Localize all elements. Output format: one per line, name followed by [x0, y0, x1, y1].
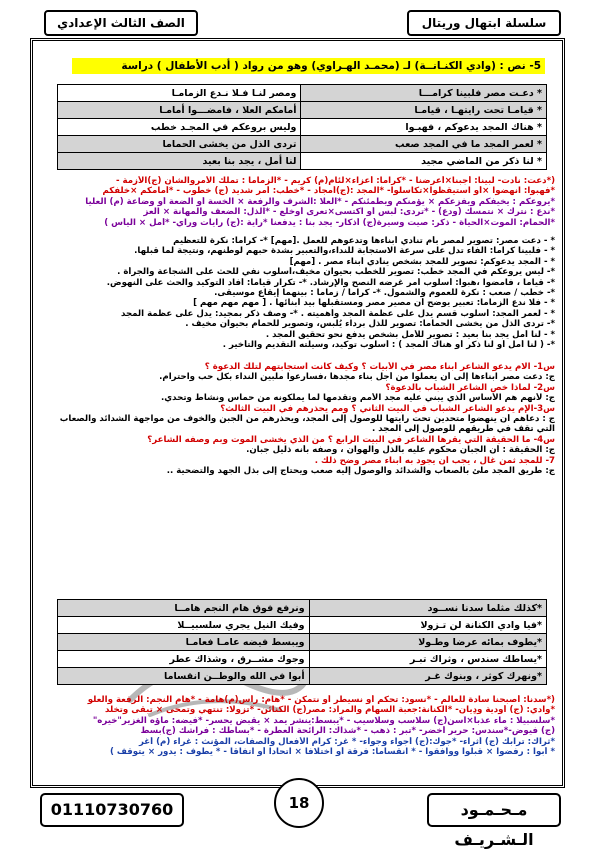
- poem-row: [58, 634, 547, 651]
- verse-first-half: * دعـت مصر فلبينا كرامـــا: [301, 85, 547, 102]
- vocab-line: * أبوا : رفضوا × قبلوا ووافقوا - * انقساما: فرقة أو اختلافا × اتحادا أو اتفاقا - * يطوف : يدور × يتوقف ): [109, 747, 555, 758]
- note-line: * - المجد يدعوكم: تصوير للمجد بشخص ينادي أبناء مصر . [مهم]: [289, 256, 555, 267]
- vocab-line: *يروعكم : يخيفكم ويفزعكم × يؤمنكم ويطمئنكم - *العلا :الشرف والرفعة × الخسة أو الضعة أو وضاعة (م) العليا: [85, 196, 555, 207]
- vocabulary-section-1: [40, 176, 555, 228]
- vocabulary-section-2: [40, 695, 555, 757]
- poem-row: [58, 600, 547, 617]
- question-2: س2- لماذا خص الشاعر الشباب بالدعوة؟: [385, 382, 555, 393]
- vocab-line: (ج) فيوض-*سندس: حرير أخضر- *تبر : ذهب - *شذاك: الرائحة العطرة - *بساطك : فراشك (ج)بسط: [140, 726, 555, 737]
- note-line: *- خطب / صعب : نكرة للعموم والشمول. *- كراما / زماما : بينهما إيقاع موسيقى.: [214, 288, 555, 299]
- verse-first-half: *ونهرك كوثر ، وبنوك غـر: [309, 668, 546, 685]
- rhetoric-notes: [40, 236, 555, 350]
- question-7: 7- للمجد ثمن غال ، يجب أن يجود به أبناء مصر وضح ذلك .: [314, 455, 555, 466]
- answer-4: ج: الحقيقة : أن الجبان محكوم عليه بالذل والهوان ، وصفه بأنه ذليل جبان.: [246, 445, 555, 456]
- grade-title-box: الصف الثالث الإعدادي: [44, 10, 198, 36]
- poem-row: [58, 668, 547, 685]
- verse-second-half: لنا أمل ، يجد بنا بعيد: [58, 153, 301, 170]
- verse-second-half: تردى الذل من يخشى الحماما: [58, 136, 301, 153]
- verse-first-half: *كذلك مثلما سدنا نســود: [309, 600, 546, 617]
- vocab-line: (*دعت: نادت- لبينا: أجبنا×أعرضنا - *كراما: أعزاء×لئام(م) كريم - *الزماما : تملك الأمروالشأن (ج)الأزمة -: [115, 176, 555, 186]
- poem-row: [58, 153, 547, 170]
- author-name-box: مـحـمـود الـشـريـف: [427, 793, 561, 827]
- vocab-line: *وادي: (ج) أودية ودِيان- *الكنانة:جعبة السهام والمراد: مصر(ج) الكنائن- *تزولا: تنتهي وتمحى × تبقى وتخلد: [105, 705, 555, 716]
- vocab-line: *فهبوا: انهضوا ×أو استيقظوا×تكاسلوا- *المجد :(ج)أمجاد - *خطب: أمر شديد (ج) خطوب - *أمامكم ×خلفكم: [102, 186, 555, 197]
- verse-second-half: أبوا في الله والوطــن انقساما: [58, 668, 310, 685]
- phone-number-box: 01110730760: [40, 793, 184, 827]
- verse-first-half: * قيامـا تحت رايتهـا ، قيامـا: [301, 102, 547, 119]
- answer-7: ج: طريق المجد ملئ بالصعاب والشدائد والوصول إليه صعب ويحتاج إلى بذل الجهد والتضحية ..: [166, 466, 555, 477]
- questions-section: [40, 362, 555, 476]
- answer-3: ج : دعاهم أن ينهضوا متحدين تحت رايتها للوصول إلى المجد، ويحذرهم من الجبن والخوف من مواجهة الشدائد والصعاب التي تقف في طريقهم للوصول إلى المجد .: [59, 414, 555, 435]
- question-1: س1- الام يدعو الشاعر أبناء مصر في الأبيات ؟ وكيف كانت استجابتهم لتلك الدعوة ؟: [204, 362, 555, 372]
- verse-second-half: أمامكم العلا ، فامضـــوا أمامـا: [58, 102, 301, 119]
- vocab-line: *ندع : نترك × نتمسك (ودع) - *تردى: لبس أو اكتسى×تعرى أوخلع - *الذل: الضعف والمهانة × العز: [143, 207, 555, 218]
- poem-table-1: [57, 84, 547, 170]
- lesson-title: 5- نص : (وادي الكنـانــة) لـ (محمـد الهـراوي) وهو من رواد ( أدب الأطفال ) دراسة: [72, 58, 545, 74]
- verse-second-half: ونرفع فوق هام النجم هامــا: [58, 600, 310, 617]
- answer-2: ج: لأنهم هم الأساس الذي يبني عليه مجد الأمم وتقدمها لما يملكونه من حماس ونشاط وتحدي.: [161, 393, 555, 404]
- vocab-line: *ثراك: ترابك (ج) أثراء- *جوك:(ج) أجواء وجواء- * غر: كرام الأفعال والصفات، المؤنث : غراء (م) أغر: [138, 736, 555, 747]
- poem-row: [58, 617, 547, 634]
- verse-first-half: *فيا وادي الكنانة لن تـزولا: [309, 617, 546, 634]
- question-3: س3-الإم يدعو الشاعر الشباب في البيت الثاني ؟ ومم يحذرهم في البيت الثالث؟: [220, 403, 555, 414]
- verse-first-half: *يطوف بمائه عرضا وطـولا: [309, 634, 546, 651]
- verse-first-half: * لعمر المجد ما في المجد صعب: [301, 136, 547, 153]
- verse-second-half: ومصر لنـا فـلا نـدع الزمامـا: [58, 85, 301, 102]
- verse-second-half: ويبسط فيضه عامـا فعامـا: [58, 634, 310, 651]
- poem-row: [58, 119, 547, 136]
- verse-first-half: * هناك المجد يدعوكم ، فهبـوا: [301, 119, 547, 136]
- vocab-line: *الحمام: الموت×الحياة - ذكر: صيت وسيرة(ج) أذكار- يجد بنا : يدفعنا *راية :(ج) رايات وراي- *أمل × اليأس ): [104, 217, 555, 228]
- note-line: * - لعمر المجد: أسلوب قسم يدل على عظمة المجد وأهميته . *- وصف ذكر بمجيد: يدل على عظمة المجد: [121, 308, 555, 319]
- verse-first-half: *يساطك سندس ، وثراك تبـر: [309, 651, 546, 668]
- note-line: *- تردى الذل من يخشى الحماما: تصوير للذل برداء يُلبس، وتصوير للحمام بحيوان مخيف .: [185, 319, 555, 330]
- verse-second-half: وليس بروعكم في المجـد خطب: [58, 119, 301, 136]
- poem-row: [58, 102, 547, 119]
- poem-row: [58, 85, 547, 102]
- note-line: *- ( لنا أمل أو لنا ذكر أو هناك المجد ) : أسلوب توكيد، وسيلته التقديم والتأخير .: [222, 340, 555, 351]
- question-4: س4- ما الحقيقة التي يقرها الشاعر في البيت الرابع ؟ من الذي يخشى الموت وبم وصفه الشاعر؟: [147, 434, 555, 445]
- note-line: * - لنا أمل يجد بنا بعيد : تصوير للأمل بشخص يدفع نحو تحقيق المجد .: [265, 329, 555, 340]
- answer-1: ج: دعت مصر ابناءها إلى أن يعملوا من أجل بناء مجدها ،فسارعوا ملبين النداء بكل حب واحترام.: [159, 372, 555, 383]
- verse-second-half: وفيك النيل يجري سلسبيــلا: [58, 617, 310, 634]
- note-line: * - فلبينا كراما: الفاء تدل على سرعة الاستجابة للنداء،والتعبير بشدة حبهم لوطنهم، ونتيجة لما قبلها.: [134, 246, 555, 257]
- vocab-line: (*سدنا: أصبحنا سادة للعالم - *نسود: تحكم أو نسيطر أو نتمكن - *هام: رأس(م)هامة - *هام النجم: الرفعة والعلو: [87, 695, 555, 705]
- note-line: * - فلا ندع الزماما: تعبير يوضح أن مصير مصر ومستقبلها بيد أبنائها . [ مهم مهم مهم ]: [193, 298, 555, 309]
- verse-first-half: * لنا ذكر من الماضي مجيد: [301, 153, 547, 170]
- poem-table-2: [57, 599, 547, 685]
- note-line: * - دعت مصر: تصوير لمصر بأم تنادي أبناءها وتدعوهم للعمل .[مهم] *- كراما: نكرة للتعظيم: [173, 236, 555, 246]
- vocab-line: *سلسبيلا : ماء عذبا×آسن(ج) سلاسب وسلاسيب - *يبسط:ينشر يمد × يقبض يحسر- *فيضه: ماؤه الغزير"خيره": [92, 715, 555, 726]
- series-title-box: سلسلة ابتهال وريتال: [407, 10, 561, 36]
- poem-row: [58, 136, 547, 153]
- page-number: 18: [274, 778, 324, 828]
- note-line: *- قياما ، فامضوا ،هبوا: أسلوب أمر غرضه النصح والإرشاد. *- تكرار قياما: أفاد التوكيد والحث على النهوض.: [106, 277, 555, 288]
- note-line: *- ليس يروعكم في المجد خطب: تصوير للخطب بحيوان مخيف،أسلوب نفي للحث على الشجاعة والجرأة .: [117, 267, 555, 278]
- poem-row: [58, 651, 547, 668]
- verse-second-half: وجوك مشــرق ، وشذاك عطر: [58, 651, 310, 668]
